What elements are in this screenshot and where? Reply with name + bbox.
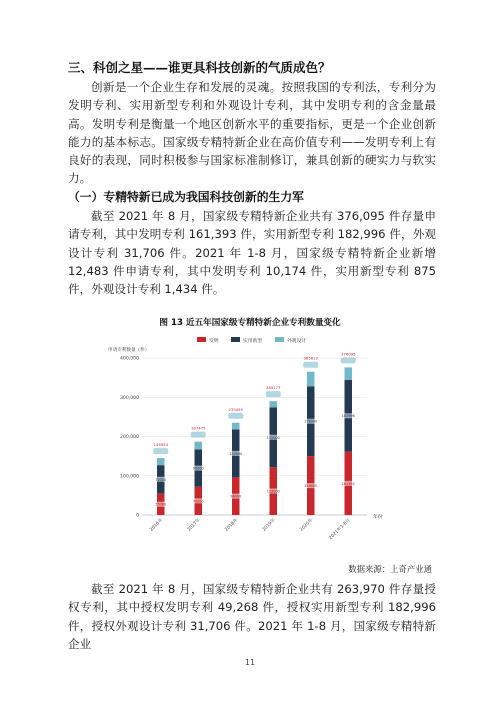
total-value-tag (341, 357, 356, 363)
x-tick-label: 2021年1-8月 (328, 517, 352, 542)
paragraph-2-text: 截至 2021 年 8 月，国家级专精特新企业共有 263,970 件存量授权专利，其中授权发明专利 49,268 件，授权实用新型专利 182,996 件，授权外观设计专利 31,706 件。2021 年 1-8 月，国家级专精特新企业 (68, 582, 436, 651)
legend-swatch (231, 337, 240, 342)
segment-value-label: 96000 (230, 494, 242, 499)
intro-paragraph-text: 创新是一个企业生存和发展的灵魂。按照我国的专利法，专利分为发明专利、实用新型专利和外观设计专利，其中发明专利的含金量最高。发明专利是衡量一个地区创新水平的重要指标，更是一个企业创新能力的基本标志。国家级专精特新企业在高价值专利——发明专利上有良好的表现，同时积极参与国家标准制修订，兼具创新的硬实力与软实力。 (68, 80, 436, 186)
y-tick-label: 400,000 (120, 356, 139, 362)
legend-label: 外观设计 (287, 339, 307, 344)
segment-value-label: 122000 (229, 451, 243, 456)
legend-label: 发明 (209, 339, 219, 344)
legend-swatch (197, 337, 206, 342)
legend-label: 实用新型 (243, 339, 263, 344)
total-value-label: 365612 (303, 355, 318, 361)
intro-paragraph (68, 78, 436, 188)
patent-stacked-bar-chart (102, 330, 402, 546)
segment-value-label: 72000 (192, 499, 204, 504)
x-tick-label: 2018年 (224, 517, 240, 533)
x-tick-label: 2017年 (186, 517, 202, 533)
bar-segment (232, 423, 240, 430)
x-axis-label: 年份 (373, 515, 383, 520)
subsection-heading: （一）专精特新已成为我国科技创新的生力军 (68, 190, 304, 204)
segment-value-label: 72000 (155, 477, 167, 482)
bar-segment (270, 401, 278, 407)
segment-value-label: 178000 (304, 419, 318, 424)
y-axis-label: 申请专利数量（件） (108, 348, 150, 353)
segment-value-label: 161393 (341, 481, 355, 486)
segment-value-label: 182996 (341, 414, 355, 419)
segment-value-label: 152000 (266, 435, 280, 440)
paragraph-2 (68, 580, 436, 653)
bar-segment (345, 367, 353, 379)
legend-swatch (275, 337, 284, 342)
total-value-tag (228, 413, 243, 419)
total-value-label: 289177 (266, 385, 281, 391)
page-number: 11 (244, 658, 256, 667)
segment-value-label: 95000 (192, 466, 204, 471)
total-value-label: 235495 (228, 406, 243, 412)
bar-segment (307, 372, 315, 387)
segment-value-label: 150000 (304, 484, 318, 489)
data-source-note: 数据来源：上奇产业通 (348, 564, 432, 574)
total-value-label: 145954 (153, 442, 168, 448)
section-heading: 三、科创之星——谁更具科技创新的气质成色？ (68, 60, 331, 75)
paragraph-1-text: 截至 2021 年 8 月，国家级专精特新企业共有 376,095 件存量申请专利，其中发明专利 161,393 件，实用新型专利 182,996 件，外观设计专利 31,706 件。2021 年 1-8 月，国家级专精特新企业新增 12,483 件申请专利，其中发明专利 10,174 件，实用新型专利 875 件，外观设计专利 1,434 件。 (68, 209, 436, 297)
x-tick-label: 2019年 (261, 517, 277, 533)
y-tick-label: 300,000 (120, 395, 139, 401)
paragraph-1 (68, 207, 436, 298)
total-value-tag (266, 391, 281, 397)
x-tick-label: 2016年 (149, 517, 165, 533)
total-value-tag (191, 432, 206, 438)
x-tick-label: 2020年 (299, 517, 315, 533)
y-tick-label: 100,000 (120, 474, 139, 480)
total-value-label: 376095 (341, 351, 356, 357)
y-tick-label: 200,000 (120, 435, 139, 441)
segment-value-label: 122000 (266, 489, 280, 494)
total-value-label: 187475 (191, 425, 206, 431)
segment-value-label: 55000 (155, 502, 167, 507)
bar-segment (195, 442, 203, 450)
total-value-tag (303, 362, 318, 368)
bar-segment (157, 458, 165, 465)
y-tick-label: 0 (136, 513, 139, 519)
figure-caption: 图 13 近五年国家级专精特新企业专利数量变化 (159, 318, 341, 328)
total-value-tag (153, 448, 168, 454)
